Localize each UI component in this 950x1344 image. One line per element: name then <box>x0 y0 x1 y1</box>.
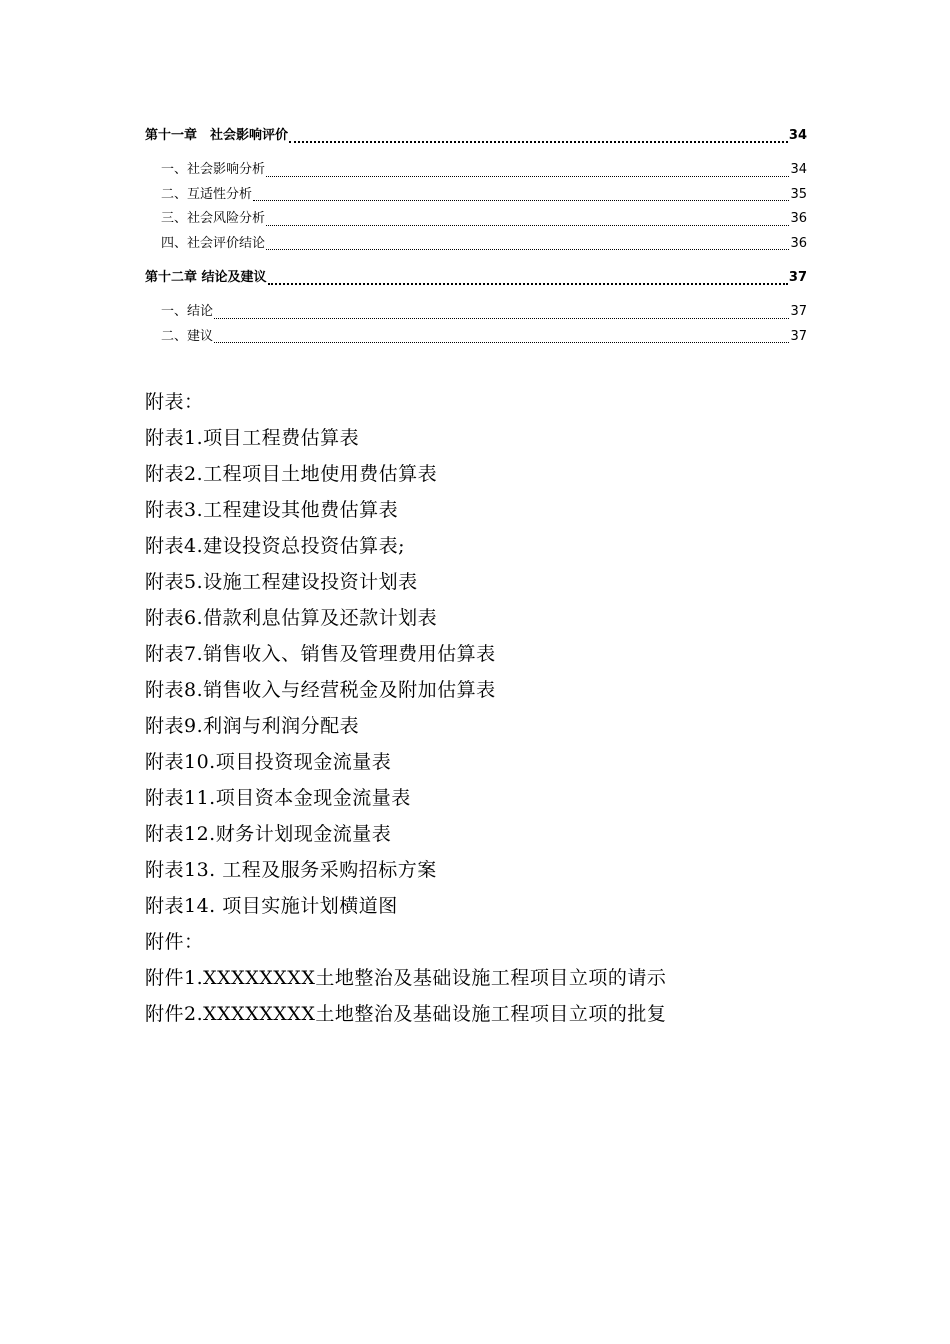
toc-section-title: 二、建议 <box>161 328 214 344</box>
toc-page-number: 35 <box>790 186 807 202</box>
toc-chapter-11[interactable] <box>145 124 807 148</box>
appendix-table-item: 附表11.项目资本金现金流量表 <box>145 787 411 809</box>
toc-section[interactable] <box>145 158 807 183</box>
toc-section[interactable] <box>145 325 807 350</box>
toc-page-number: 36 <box>790 211 807 226</box>
appendix-attachment-item: 附件2.XXXXXXXX土地整治及基础设施工程项目立项的批复 <box>145 1003 667 1025</box>
toc-section[interactable] <box>145 232 807 257</box>
toc-section-title: 四、社会评价结论 <box>161 235 266 251</box>
toc-leader-dots <box>266 225 789 226</box>
toc-section-title: 三、社会风险分析 <box>161 211 266 226</box>
toc-page-number: 37 <box>790 304 807 319</box>
appendix-table-item: 附表5.设施工程建设投资计划表 <box>145 571 418 593</box>
toc-chapter-title: 第十二章 结论及建议 <box>145 270 267 285</box>
toc-leader-dots <box>253 200 789 201</box>
appendix-table-item: 附表7.销售收入、销售及管理费用估算表 <box>145 643 496 665</box>
appendix-tables-heading: 附表： <box>145 391 204 413</box>
appendix-table-item: 附表14. 项目实施计划横道图 <box>145 895 398 917</box>
appendix-attachment-item: 附件1.XXXXXXXX土地整治及基础设施工程项目立项的请示 <box>145 967 667 989</box>
toc-leader-dots <box>268 283 788 285</box>
appendix-list <box>145 384 825 1032</box>
toc-page-number: 37 <box>788 270 807 285</box>
toc-chapter-title: 第十一章 社会影响评价 <box>145 128 289 143</box>
toc-page-number: 34 <box>788 128 807 143</box>
toc-leader-dots <box>266 176 789 177</box>
toc-section-title: 一、结论 <box>161 304 214 319</box>
toc-section-title: 二、互适性分析 <box>161 186 253 202</box>
toc-leader-dots <box>214 318 789 319</box>
appendix-table-item: 附表12.财务计划现金流量表 <box>145 823 392 845</box>
toc-page-number: 36 <box>790 235 807 251</box>
appendix-table-item: 附表9.利润与利润分配表 <box>145 715 360 737</box>
appendix-table-item: 附表6.借款利息估算及还款计划表 <box>145 607 438 629</box>
toc-section[interactable] <box>145 183 807 208</box>
appendix-table-item: 附表4.建设投资总投资估算表; <box>145 535 406 557</box>
toc-section-title: 一、社会影响分析 <box>161 162 266 177</box>
toc-leader-dots <box>266 249 789 250</box>
toc-page-number: 34 <box>790 162 807 177</box>
appendix-attachments-heading: 附件： <box>145 931 204 953</box>
toc-section[interactable] <box>145 300 807 325</box>
appendix-table-item: 附表8.销售收入与经营税金及附加估算表 <box>145 679 496 701</box>
appendix-table-item: 附表13. 工程及服务采购招标方案 <box>145 859 437 881</box>
toc-leader-dots <box>289 141 788 143</box>
toc-chapter-12[interactable] <box>145 266 807 290</box>
appendix-table-item: 附表3.工程建设其他费估算表 <box>145 499 399 521</box>
table-of-contents <box>145 124 807 349</box>
appendix-table-item: 附表10.项目投资现金流量表 <box>145 751 392 773</box>
toc-section[interactable] <box>145 207 807 232</box>
appendix-table-item: 附表1.项目工程费估算表 <box>145 427 360 449</box>
toc-leader-dots <box>214 342 789 343</box>
appendix-table-item: 附表2.工程项目土地使用费估算表 <box>145 463 438 485</box>
toc-page-number: 37 <box>790 328 807 344</box>
